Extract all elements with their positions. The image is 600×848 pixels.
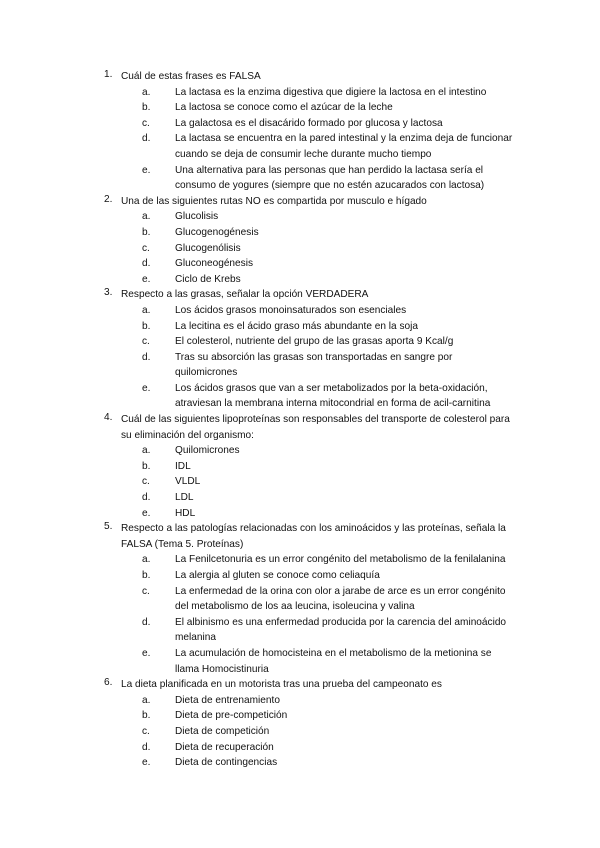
option-a (121, 443, 514, 459)
option-text: La lecitina es el ácido graso más abundante en la soja (175, 320, 418, 332)
option-letter: e. (142, 382, 151, 394)
option-letter: a. (142, 445, 151, 457)
option-letter: d. (142, 351, 151, 363)
option-d (121, 490, 514, 506)
question-text: Cuál de las siguientes lipoproteínas son responsables del transporte de colesterol para su eliminación del organismo: (121, 414, 510, 441)
option-letter: b. (142, 570, 151, 581)
question-text: Cuál de estas frases es FALSA (121, 71, 261, 82)
option-text: Glucogenogénesis (175, 226, 259, 238)
option-letter: e. (142, 757, 151, 769)
option-list (121, 209, 514, 287)
question-text: Respecto a las grasas, señalar la opción VERDADERA (121, 289, 369, 301)
option-letter: c. (142, 476, 150, 488)
question-number: 6. (104, 677, 113, 689)
option-a (121, 303, 514, 319)
option-c (121, 724, 514, 740)
option-text: El colesterol, nutriente del grupo de las grasas aporta 9 Kcal/g (175, 336, 454, 348)
option-a (121, 85, 514, 101)
option-letter: b. (142, 320, 151, 332)
option-text: IDL (175, 460, 191, 472)
option-letter: a. (142, 304, 151, 316)
option-c (121, 474, 514, 490)
option-letter: d. (142, 741, 151, 753)
option-letter: a. (142, 694, 151, 706)
option-letter: e. (142, 647, 151, 659)
option-text: Tras su absorción las grasas son transportadas en sangre por quilomicrones (175, 351, 453, 379)
question-number: 1. (104, 69, 113, 80)
option-c (121, 334, 514, 350)
option-text: Dieta de entrenamiento (175, 694, 280, 706)
option-text: Los ácidos grasos monoinsaturados son esenciales (175, 304, 407, 316)
option-text: Gluconeogénesis (175, 258, 253, 270)
option-text: El albinismo es una enfermedad producida por la carencia del aminoácido melanina (175, 616, 507, 644)
option-letter: d. (142, 133, 151, 145)
option-b (121, 459, 514, 475)
option-letter: b. (142, 710, 151, 722)
option-text: Dieta de contingencias (175, 757, 278, 769)
option-b (121, 225, 514, 241)
option-text: La lactosa se conoce como el azúcar de la leche (175, 102, 393, 114)
option-e (121, 163, 514, 194)
option-letter: c. (142, 725, 150, 737)
option-text: Los ácidos grasos que van a ser metabolizados por la beta-oxidación, atraviesan la membrana interna mitocondrial en forma de acil-carnitina (175, 382, 491, 410)
option-c (121, 116, 514, 132)
option-letter: c. (142, 585, 150, 597)
option-text: Glucolisis (175, 211, 219, 223)
question-number: 2. (104, 193, 113, 205)
option-letter: e. (142, 273, 151, 285)
option-a (121, 209, 514, 225)
option-text: HDL (175, 507, 196, 519)
option-letter: c. (142, 242, 150, 254)
option-list (121, 552, 514, 677)
option-list (121, 85, 514, 194)
question-text: Respecto a las patologías relacionadas con los aminoácidos y las proteínas, señala la FALSA (Tema 5. Proteínas) (121, 523, 506, 550)
option-letter: c. (142, 117, 150, 129)
option-b (121, 568, 514, 584)
option-text: La alergia al gluten se conoce como celiaquía (175, 570, 380, 581)
question-text: La dieta planificada en un motorista tras una prueba del campeonato es (121, 679, 442, 691)
question-2 (104, 194, 514, 288)
option-d (121, 615, 514, 646)
option-text: La enfermedad de la orina con olor a jarabe de arce es un error congénito del metabolismo de los aa leucina, isoleucina y valina (175, 585, 506, 613)
option-letter: a. (142, 554, 151, 566)
option-b (121, 708, 514, 724)
option-c (121, 241, 514, 257)
option-text: Dieta de recuperación (175, 741, 274, 753)
option-letter: e. (142, 164, 151, 176)
option-e (121, 381, 514, 412)
question-number: 3. (104, 287, 113, 299)
option-e (121, 646, 514, 677)
option-letter: a. (142, 86, 151, 98)
question-list (104, 69, 514, 771)
option-text: La lactasa es la enzima digestiva que digiere la lactosa en el intestino (175, 86, 487, 98)
question-5 (104, 521, 514, 677)
option-letter: b. (142, 226, 151, 238)
option-e (121, 506, 514, 522)
option-d (121, 740, 514, 756)
option-text: La galactosa es el disacárido formado por glucosa y lactosa (175, 117, 443, 129)
option-a (121, 552, 514, 568)
option-d (121, 131, 514, 162)
question-text: Una de las siguientes rutas NO es compartida por musculo e hígado (121, 195, 427, 207)
option-text: Dieta de competición (175, 725, 270, 737)
option-text: Dieta de pre-competición (175, 710, 288, 722)
option-a (121, 693, 514, 709)
option-b (121, 100, 514, 116)
option-letter: c. (142, 336, 150, 348)
option-letter: d. (142, 616, 151, 628)
option-text: LDL (175, 492, 194, 504)
question-number: 5. (104, 521, 113, 533)
option-b (121, 319, 514, 335)
option-letter: e. (142, 507, 151, 519)
option-letter: d. (142, 258, 151, 270)
option-text: VLDL (175, 476, 201, 488)
question-4 (104, 412, 514, 521)
option-text: Quilomicrones (175, 445, 240, 457)
option-text: La Fenilcetonuria es un error congénito del metabolismo de la fenilalanina (175, 554, 506, 566)
question-3 (104, 287, 514, 412)
option-text: La lactasa se encuentra en la pared intestinal y la enzima deja de funcionar cuando se deja de consumir leche durante mucho tiempo (175, 133, 513, 160)
option-text: Ciclo de Krebs (175, 273, 241, 285)
option-d (121, 256, 514, 272)
option-c (121, 584, 514, 615)
question-number: 4. (104, 412, 113, 424)
option-text: Una alternativa para las personas que han perdido la lactasa sería el consumo de yogures (siempre que no estén azucarados con lactosa) (175, 164, 485, 192)
option-letter: a. (142, 211, 151, 223)
option-letter: b. (142, 460, 151, 472)
question-1 (104, 69, 514, 194)
option-letter: d. (142, 492, 151, 504)
option-text: La acumulación de homocisteina en el metabolismo de la metionina se llama Homocistinuria (175, 647, 492, 675)
option-list (121, 693, 514, 771)
option-d (121, 350, 514, 381)
option-e (121, 755, 514, 771)
option-list (121, 443, 514, 521)
question-6 (104, 677, 514, 771)
option-e (121, 272, 514, 288)
option-letter: b. (142, 102, 151, 114)
option-text: Glucogenólisis (175, 242, 241, 254)
option-list (121, 303, 514, 412)
